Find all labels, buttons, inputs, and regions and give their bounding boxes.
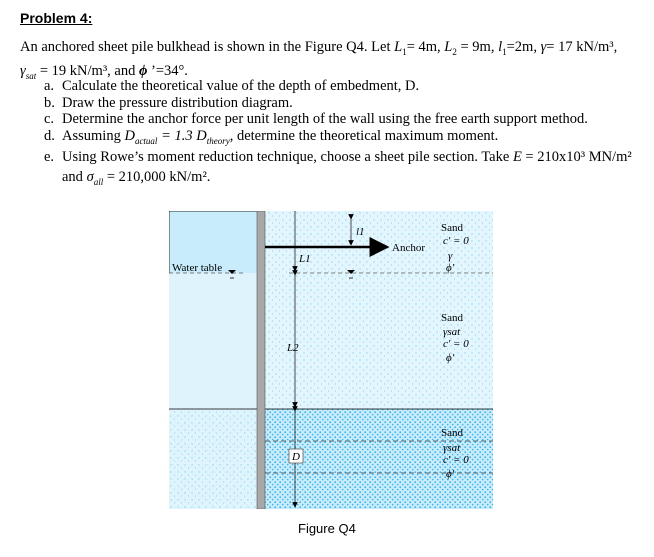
anchor-label: Anchor xyxy=(392,242,425,254)
water-table-label: Water table xyxy=(172,262,223,274)
svg-text:γsat: γsat xyxy=(443,442,461,454)
question-b: b. Draw the pressure distribution diagram. xyxy=(44,94,293,111)
svg-text:ϕ′: ϕ′ xyxy=(446,352,455,364)
svg-text:ϕ′: ϕ′ xyxy=(446,468,455,480)
svg-text:ϕ′: ϕ′ xyxy=(446,262,455,274)
l1-label: l1 xyxy=(356,226,365,238)
water-region xyxy=(169,273,257,409)
L2-label: L2 xyxy=(287,342,299,354)
question-c: c. Determine the anchor force per unit length of the wall using the free earth support method. xyxy=(44,111,588,127)
svg-text:c′ = 0: c′ = 0 xyxy=(443,338,469,350)
question-list xyxy=(44,78,649,191)
D-label: D xyxy=(292,451,300,463)
svg-text:γ: γ xyxy=(448,250,453,262)
problem-statement: An anchored sheet pile bulkhead is shown in the Figure Q4. Let $L_1= 4m$, $L_2 = 9m$, $l_1=2m$, γ= 17 kN/m³, $\gamma_{sat} = 19$ kN/m³, and ϕ ’=34°. xyxy=(20,39,618,81)
question-d: d. Assuming $D_{actual} = 1.3$ $D_{theory}$, determine the theoretical maximum moment. xyxy=(44,127,499,146)
sand-label-2: Sand xyxy=(441,312,463,324)
question-a: a. Calculate the theoretical value of the depth of embedment, D. xyxy=(44,78,420,94)
L1-label: L1 xyxy=(299,253,311,265)
svg-text:c′ = 0: c′ = 0 xyxy=(443,454,469,466)
svg-text:c′ = 0: c′ = 0 xyxy=(443,235,469,247)
sand-label-3: Sand xyxy=(441,427,463,439)
question-e: e. Using Rowe’s moment reduction technique, choose a sheet pile section. Take E = 210x10³ MN/m² xyxy=(44,148,632,165)
sheet-pile-diagram xyxy=(169,211,493,509)
sheet-pile-wall xyxy=(257,211,265,509)
sand-label-1: Sand xyxy=(441,222,463,234)
svg-text:γsat: γsat xyxy=(443,326,461,338)
question-e-continued: and $\sigma_{all} = 210,000$ kN/m². xyxy=(62,169,211,188)
problem-title: Problem 4: xyxy=(20,10,93,26)
figure-caption: Figure Q4 xyxy=(298,521,356,536)
figure-q4 xyxy=(169,211,493,514)
